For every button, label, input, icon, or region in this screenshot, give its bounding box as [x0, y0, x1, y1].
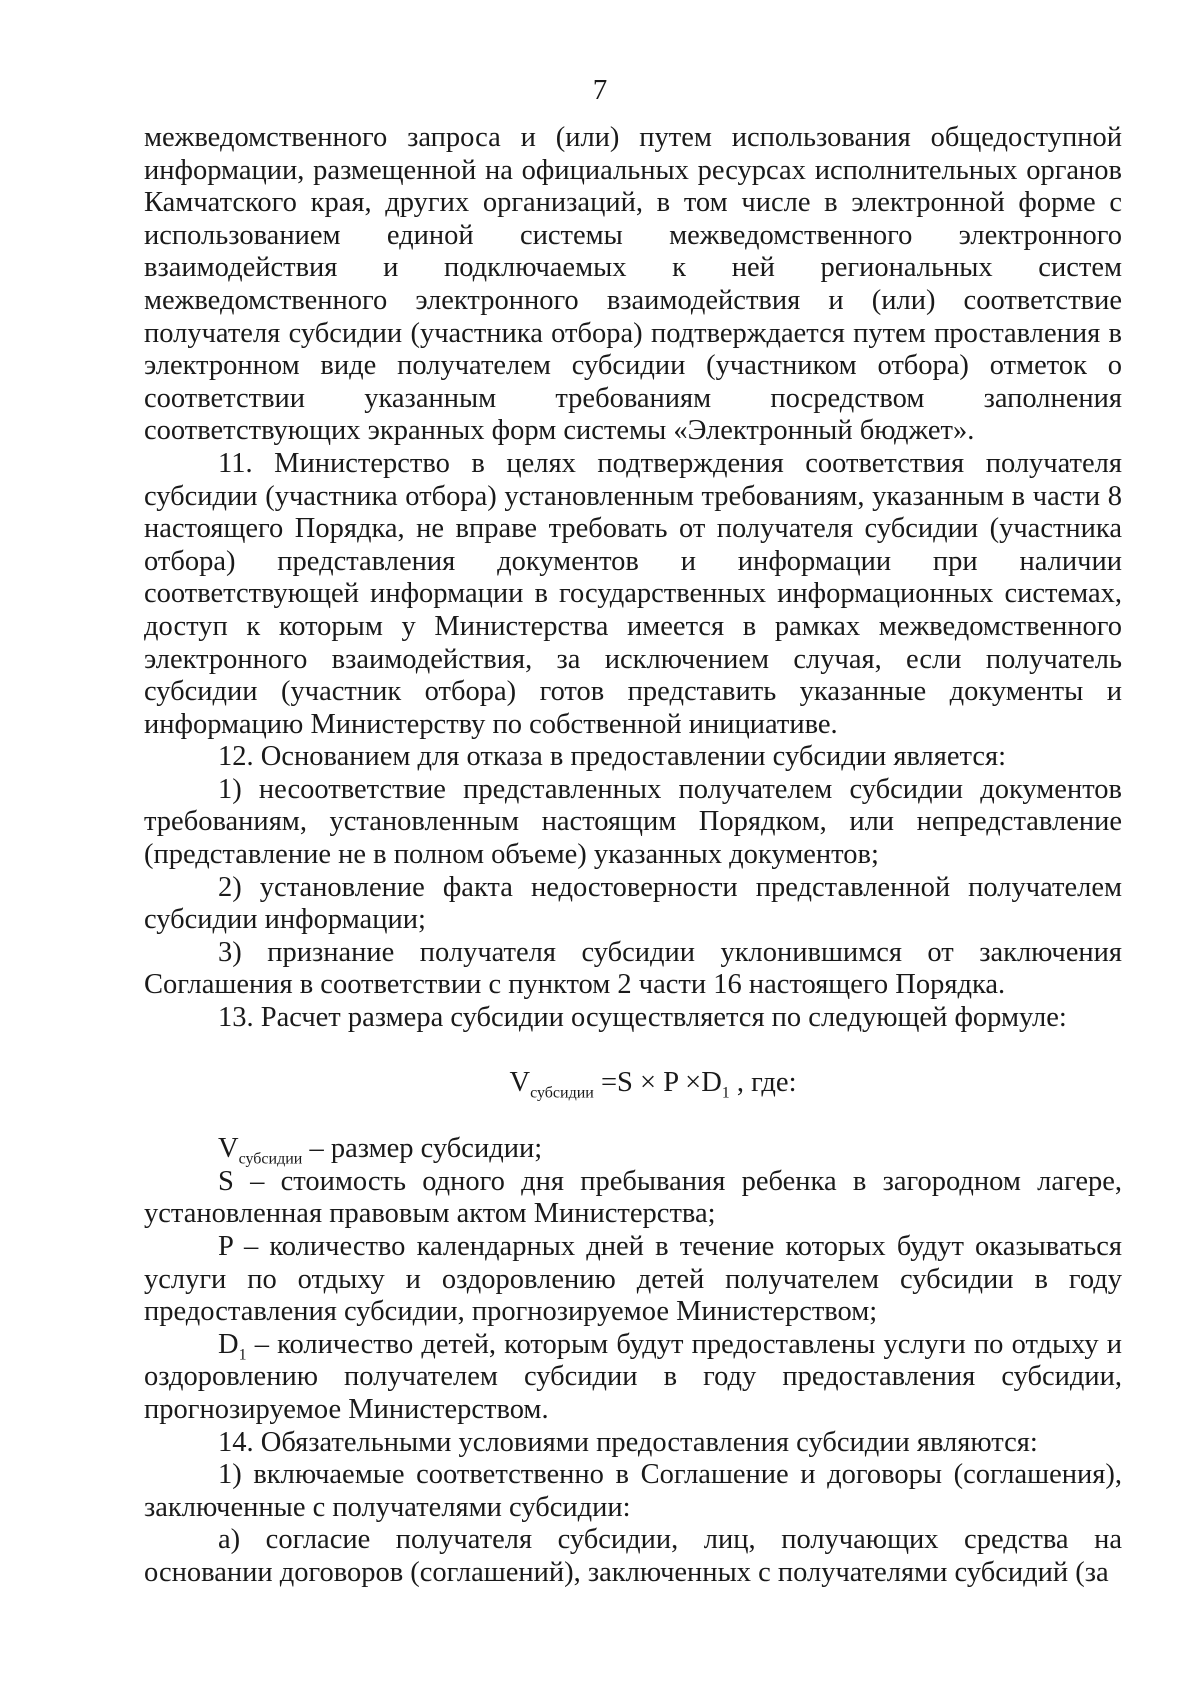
- formula-v-subscript: субсидии: [530, 1084, 594, 1102]
- definition-symbol: P: [218, 1231, 233, 1262]
- paragraph-12: 12. Основанием для отказа в предоставлении субсидии является:: [218, 741, 1006, 773]
- definition-p: [144, 1231, 1122, 1329]
- paragraph-11: 11. Министерство в целях подтверждения соответствия получателя субсидии (участника отбора) установленным требованиям, указанным в части 8 настоящего Порядка, не вправе требовать от получателя субсидии (участника отбора) представления документов и информации при наличии соответствующей информации в государственных информационных системах, доступ к которым у Министерства имеется в рамках межведомственного электронного взаимодействия, за исключением случая, если получатель субсидии (участник отбора) готов представить указанные документы и информацию Министерству по собственной инициативе.: [144, 447, 1122, 740]
- paragraph-14-item-1: 1) включаемые соответственно в Соглашение и договоры (соглашения), заключенные с получателями субсидии:: [144, 1459, 1122, 1523]
- subsidy-formula: [144, 1067, 1122, 1100]
- document-body: [144, 122, 1122, 1590]
- definition-symbol: D: [218, 1328, 239, 1360]
- definition-s: [144, 1166, 1122, 1231]
- definition-v: [144, 1133, 1122, 1166]
- definition-symbol: V: [218, 1133, 239, 1165]
- definition-text: – размер субсидии;: [302, 1133, 543, 1165]
- paragraph-continuation: межведомственного запроса и (или) путем использования общедоступной информации, размещенной на официальных ресурсах исполнительных органов Камчатского края, других организаций, в том числе в электронной форме с использованием единой системы межведомственного электронного взаимодействия и подключаемых к ней региональных систем межведомственного электронного взаимодействия и (или) соответствие получателя субсидии (участника отбора) подтверждается путем проставления в электронном виде получателем субсидии (участником отбора) отметок о соответствии указанным требованиям посредством заполнения соответствующих экранных форм системы «Электронный бюджет».: [144, 122, 1122, 447]
- paragraph-12-item-3: 3) признание получателя субсидии уклонившимся от заключения Соглашения в соответствии с пунктом 2 части 16 настоящего Порядка.: [144, 936, 1122, 1001]
- definition-d1: [144, 1329, 1122, 1427]
- definition-subscript: субсидии: [238, 1150, 303, 1168]
- definition-subscript: 1: [238, 1346, 247, 1364]
- formula-v-symbol: V: [509, 1066, 531, 1098]
- paragraph-12-item-2: 2) установление факта недостоверности представленной получателем субсидии информации;: [144, 871, 1122, 936]
- paragraph-14-item-1a: а) согласие получателя субсидии, лиц, получающих средства на основании договоров (соглашений), заключенных с получателями субсидий (за: [144, 1524, 1122, 1588]
- definition-text: – стоимость одного дня пребывания ребенка в загородном лагере, установленная правовым актом Министерства;: [144, 1165, 1122, 1230]
- formula-d-subscript: 1: [721, 1084, 730, 1102]
- paragraph-13: 13. Расчет размера субсидии осуществляется по следующей формуле:: [218, 1002, 1067, 1034]
- paragraph-14: 14. Обязательными условиями предоставления субсидии являются:: [218, 1426, 1038, 1458]
- formula-tail: , где:: [729, 1066, 797, 1098]
- definition-text: – количество детей, которым будут предоставлены услуги по отдыху и оздоровлению получателем субсидии в году предоставления субсидии, прогнозируемое Министерством.: [144, 1328, 1122, 1425]
- paragraph-12-item-1: 1) несоответствие представленных получателем субсидии документов требованиям, установленным настоящим Порядком, или непредставление (представление не в полном объеме) указанных документов;: [144, 773, 1122, 871]
- definition-symbol: S: [218, 1165, 234, 1197]
- page-number: 7: [592, 74, 608, 106]
- definition-text: – количество календарных дней в течение которых будут оказываться услуги по отдыху и оздоровлению детей получателем субсидии в году предоставления субсидии, прогнозируемое Министерством;: [144, 1231, 1122, 1328]
- formula-middle: =S × P ×D: [593, 1066, 722, 1098]
